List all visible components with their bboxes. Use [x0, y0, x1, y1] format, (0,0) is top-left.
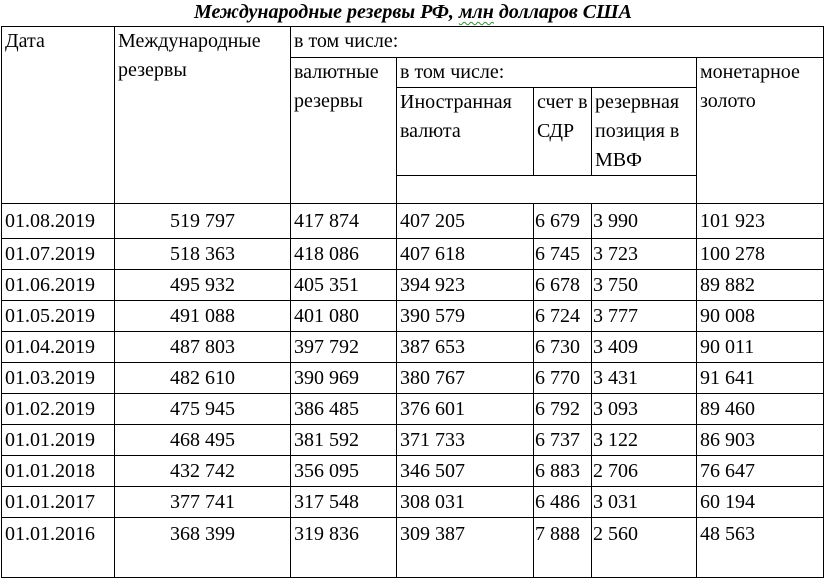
fx-reserves-cell: 356 095	[291, 456, 397, 487]
total-reserves-cell: 482 610	[115, 363, 291, 394]
monetary-gold-cell: 90 008	[697, 301, 824, 332]
total-reserves-cell: 475 945	[115, 394, 291, 425]
fx-reserves-cell: 386 485	[291, 394, 397, 425]
date-cell: 01.01.2018	[2, 456, 115, 487]
monetary-gold-cell: 60 194	[697, 487, 824, 518]
header-total-reserves: Международные резервы	[115, 27, 291, 204]
imf-position-cell: 3 990	[592, 204, 697, 239]
total-reserves-cell: 491 088	[115, 301, 291, 332]
monetary-gold-cell: 101 923	[697, 204, 824, 239]
sdr-account-cell: 6 730	[534, 332, 592, 363]
imf-position-cell: 3 750	[592, 270, 697, 301]
imf-position-cell: 2 706	[592, 456, 697, 487]
sdr-account-cell: 6 737	[534, 425, 592, 456]
fx-reserves-cell: 418 086	[291, 239, 397, 270]
header-monetary-gold: монетарное золото	[697, 58, 824, 204]
reserves-table	[1, 26, 824, 578]
date-cell: 01.05.2019	[2, 301, 115, 332]
foreign-currency-cell: 387 653	[397, 332, 534, 363]
monetary-gold-cell: 86 903	[697, 425, 824, 456]
monetary-gold-cell: 91 641	[697, 363, 824, 394]
imf-position-cell: 3 431	[592, 363, 697, 394]
total-reserves-cell: 495 932	[115, 270, 291, 301]
sdr-account-cell: 7 888	[534, 518, 592, 578]
imf-position-cell: 2 560	[592, 518, 697, 578]
monetary-gold-cell: 90 011	[697, 332, 824, 363]
foreign-currency-cell: 309 387	[397, 518, 534, 578]
date-cell: 01.04.2019	[2, 332, 115, 363]
table-row	[2, 363, 824, 394]
date-cell: 01.01.2016	[2, 518, 115, 578]
header-fx-including: в том числе:	[397, 58, 697, 88]
date-cell: 01.07.2019	[2, 239, 115, 270]
fx-reserves-cell: 417 874	[291, 204, 397, 239]
imf-position-cell: 3 723	[592, 239, 697, 270]
table-row	[2, 270, 824, 301]
header-foreign-currency: Иностранная валюта	[397, 88, 534, 176]
fx-reserves-cell: 405 351	[291, 270, 397, 301]
foreign-currency-cell: 376 601	[397, 394, 534, 425]
monetary-gold-cell: 48 563	[697, 518, 824, 578]
date-cell: 01.02.2019	[2, 394, 115, 425]
date-cell: 01.06.2019	[2, 270, 115, 301]
fx-reserves-cell: 381 592	[291, 425, 397, 456]
fx-reserves-cell: 397 792	[291, 332, 397, 363]
sdr-account-cell: 6 679	[534, 204, 592, 239]
date-cell: 01.03.2019	[2, 363, 115, 394]
foreign-currency-cell: 407 205	[397, 204, 534, 239]
table-row	[2, 239, 824, 270]
title-underlined-word: млн	[458, 1, 494, 23]
monetary-gold-cell: 89 882	[697, 270, 824, 301]
foreign-currency-cell: 308 031	[397, 487, 534, 518]
table-row	[2, 394, 824, 425]
total-reserves-cell: 519 797	[115, 204, 291, 239]
table-row	[2, 332, 824, 363]
imf-position-cell: 3 031	[592, 487, 697, 518]
date-cell: 01.08.2019	[2, 204, 115, 239]
sdr-account-cell: 6 792	[534, 394, 592, 425]
monetary-gold-cell: 76 647	[697, 456, 824, 487]
imf-position-cell: 3 093	[592, 394, 697, 425]
title-prefix: Международные резервы РФ,	[193, 1, 459, 23]
foreign-currency-cell: 346 507	[397, 456, 534, 487]
foreign-currency-cell: 371 733	[397, 425, 534, 456]
table-row	[2, 518, 824, 578]
fx-reserves-cell: 317 548	[291, 487, 397, 518]
table-title	[0, 0, 826, 26]
table-row	[2, 487, 824, 518]
header-fx-reserves: валютные резервы	[291, 58, 397, 204]
total-reserves-cell: 487 803	[115, 332, 291, 363]
header-including: в том числе:	[291, 27, 824, 58]
title-suffix: долларов США	[493, 1, 633, 23]
date-cell: 01.01.2017	[2, 487, 115, 518]
table-row	[2, 204, 824, 239]
sdr-account-cell: 6 724	[534, 301, 592, 332]
total-reserves-cell: 377 741	[115, 487, 291, 518]
monetary-gold-cell: 100 278	[697, 239, 824, 270]
fx-reserves-cell: 401 080	[291, 301, 397, 332]
total-reserves-cell: 468 495	[115, 425, 291, 456]
foreign-currency-cell: 390 579	[397, 301, 534, 332]
fx-reserves-cell: 390 969	[291, 363, 397, 394]
total-reserves-cell: 432 742	[115, 456, 291, 487]
header-imf-position: резервная позиция в МВФ	[592, 88, 697, 176]
imf-position-cell: 3 777	[592, 301, 697, 332]
table-body	[2, 204, 824, 578]
monetary-gold-cell: 89 460	[697, 394, 824, 425]
imf-position-cell: 3 122	[592, 425, 697, 456]
date-cell: 01.01.2019	[2, 425, 115, 456]
header-sdr-account: счет в СДР	[534, 88, 592, 176]
table-row	[2, 301, 824, 332]
total-reserves-cell: 368 399	[115, 518, 291, 578]
imf-position-cell: 3 409	[592, 332, 697, 363]
foreign-currency-cell: 407 618	[397, 239, 534, 270]
table-row	[2, 456, 824, 487]
sdr-account-cell: 6 745	[534, 239, 592, 270]
fx-reserves-cell: 319 836	[291, 518, 397, 578]
total-reserves-cell: 518 363	[115, 239, 291, 270]
sdr-account-cell: 6 770	[534, 363, 592, 394]
sdr-account-cell: 6 883	[534, 456, 592, 487]
header-date: Дата	[2, 27, 115, 204]
foreign-currency-cell: 394 923	[397, 270, 534, 301]
sdr-account-cell: 6 678	[534, 270, 592, 301]
table-row	[2, 425, 824, 456]
foreign-currency-cell: 380 767	[397, 363, 534, 394]
sdr-account-cell: 6 486	[534, 487, 592, 518]
